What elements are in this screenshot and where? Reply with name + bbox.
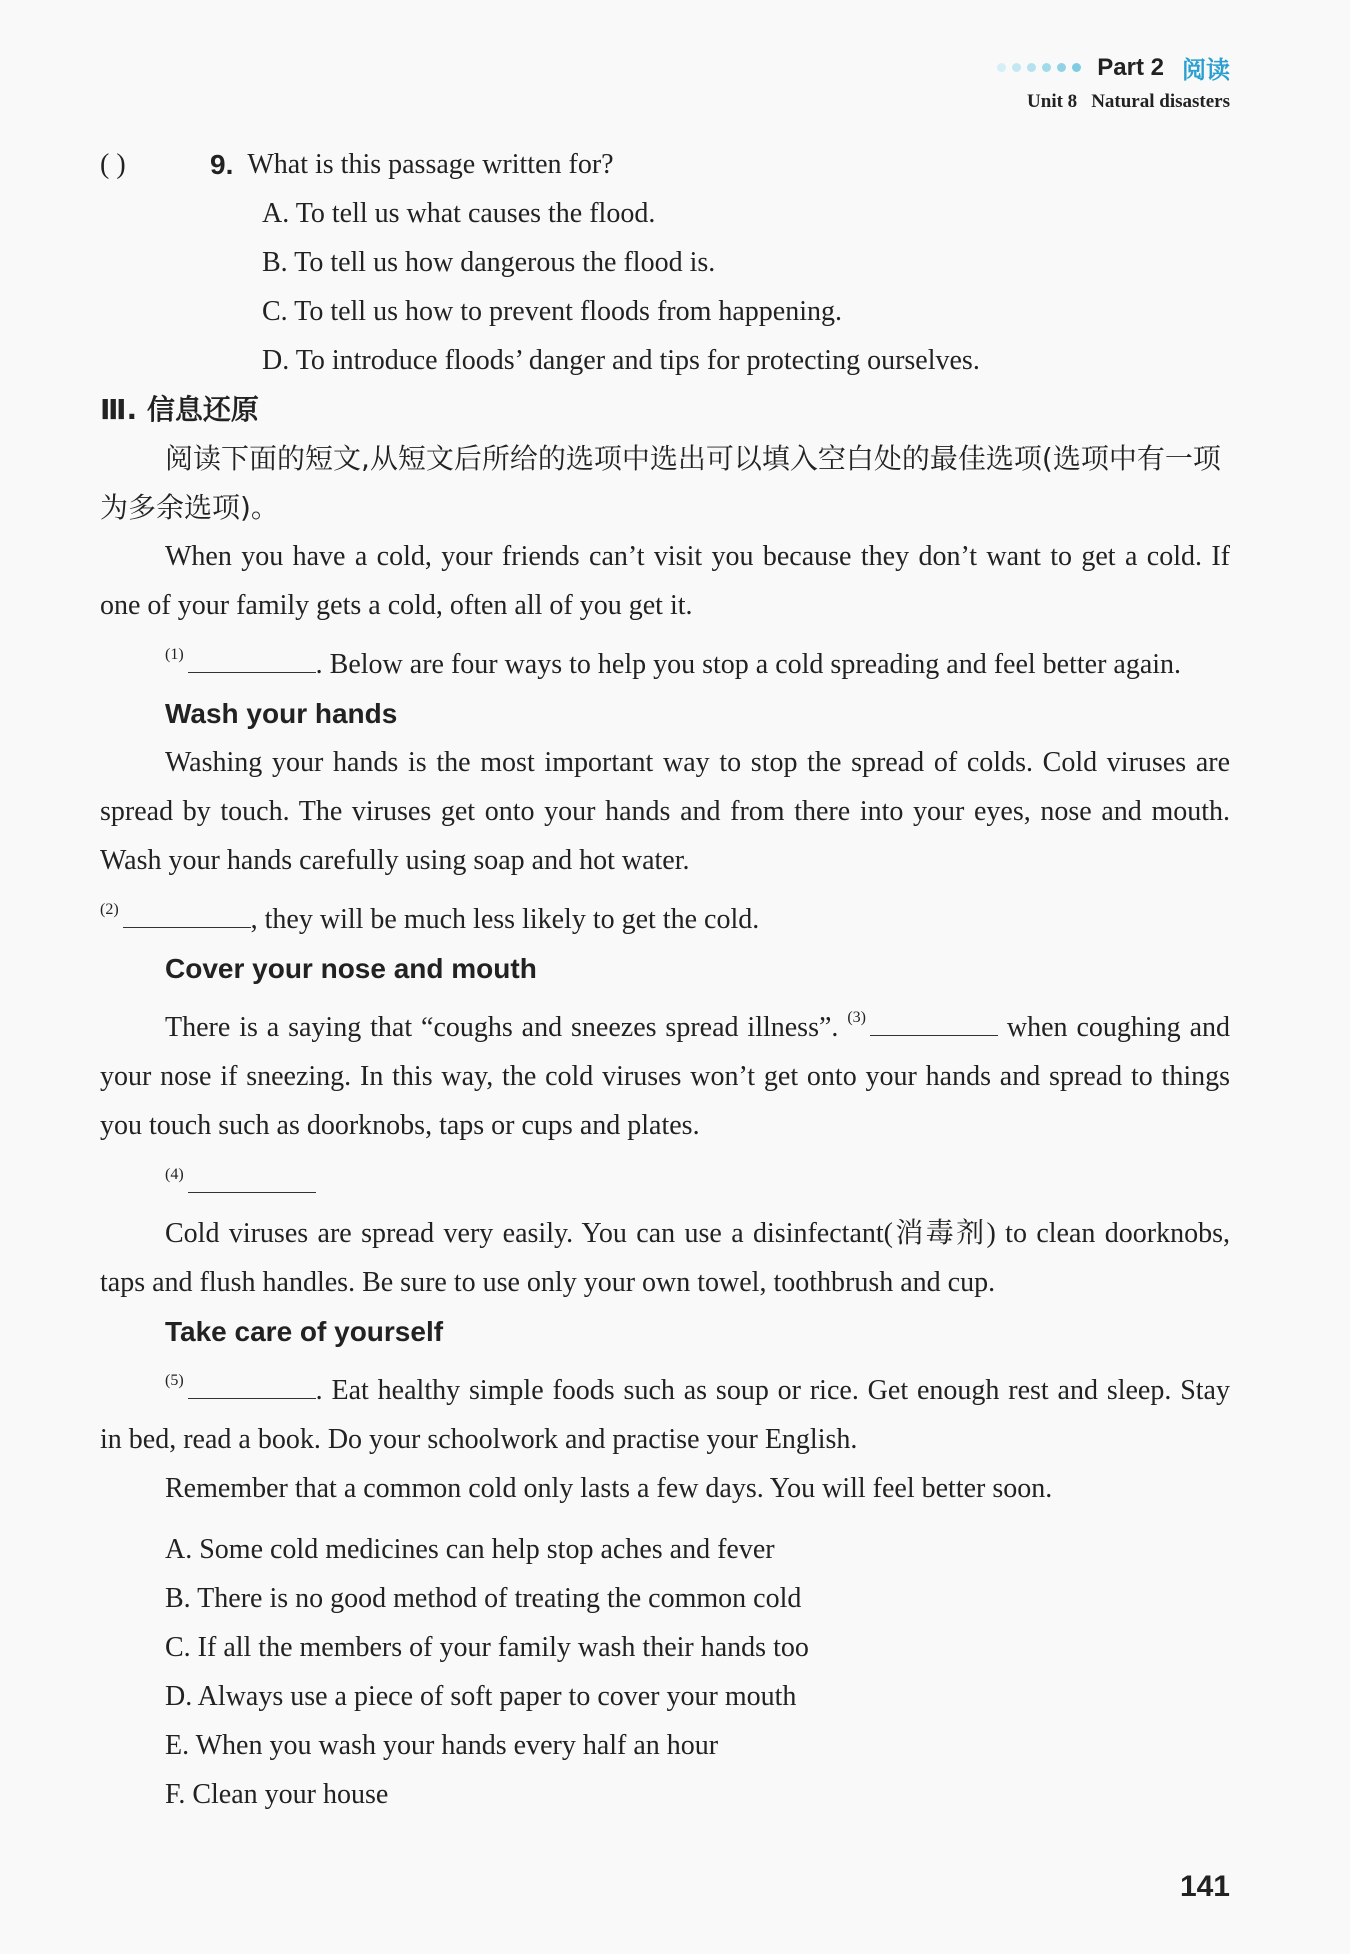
blank-2[interactable] [123, 903, 251, 928]
question-number: 9. [210, 149, 234, 180]
choice-a: A. Some cold medicines can help stop aches and fever [165, 1534, 775, 1565]
passage-paragraph-7: $^{(5)}$ . Eat healthy simple foods such as soup or rice. Get enough rest and sleep. Stay in bed, read a book. Do your schoolwork and practise your English. [100, 1372, 1230, 1455]
blank-number: (3) [847, 1009, 866, 1026]
choice-list [100, 1525, 1230, 1819]
page-header [997, 50, 1230, 113]
option-d: D. To introduce floods’ danger and tips for protecting ourselves. [262, 345, 980, 376]
choice-c: C. If all the members of your family wash their hands too [165, 1632, 809, 1663]
passage-paragraph-4: $^{(2)}$ , they will be much less likely to get the cold. [100, 901, 760, 935]
section-title: Ⅲ. 信息还原 [100, 393, 259, 426]
blank-5[interactable] [188, 1374, 316, 1399]
decorative-dots [997, 63, 1081, 72]
passage-paragraph-6: Cold viruses are spread very easily. You can use a disinfectant(消毒剂) to clean doorknobs, taps and flush handles. Be sure to use only your own towel, toothbrush and cup. [100, 1218, 1230, 1298]
option-c: C. To tell us how to prevent floods from happening. [262, 296, 843, 327]
passage-paragraph-8: Remember that a common cold only lasts a few days. You will feel better soon. [165, 1473, 1053, 1504]
subheading-wash-hands: Wash your hands [165, 698, 398, 729]
blank-number: (1) [165, 646, 184, 663]
question-text: What is this passage written for? [247, 149, 614, 180]
answer-bracket[interactable]: ( ) [100, 149, 126, 180]
section-instruction: 阅读下面的短文,从短文后所给的选项中选出可以填入空白处的最佳选项(选项中有一项为多余选项)。 [100, 442, 1221, 524]
choice-d: D. Always use a piece of soft paper to cover your mouth [165, 1681, 797, 1712]
part-chinese-label: 阅读 [1182, 56, 1230, 84]
choice-e: E. When you wash your hands every half an hour [165, 1730, 719, 1761]
option-b: B. To tell us how dangerous the flood is. [262, 247, 716, 278]
blank-number: (4) [165, 1166, 184, 1183]
page-number: 141 [1179, 1870, 1230, 1903]
passage-paragraph-5: There is a saying that “coughs and sneezes spread illness”. $^{(3)}$ when coughing and your nose if sneezing. In this way, the cold viruses won’t get onto your hands and spread to things you touch such as doorknobs, taps or cups and plates. [100, 1009, 1230, 1141]
blank-number: (2) [100, 901, 119, 918]
unit-title: Natural disasters [1091, 91, 1230, 112]
passage-paragraph-2: $^{(1)}$ . Below are four ways to help you stop a cold spreading and feel better again. [165, 646, 1182, 680]
choice-f: F. Clean your house [165, 1779, 389, 1810]
unit-label: Unit 8 Natural disasters [1027, 91, 1230, 112]
blank-4[interactable] [188, 1168, 316, 1193]
subheading-cover-nose: Cover your nose and mouth [165, 953, 537, 984]
choice-b: B. There is no good method of treating the common cold [165, 1583, 802, 1614]
page-content [100, 140, 1230, 1819]
part-label: Part 2 [1097, 53, 1164, 81]
subheading-take-care: Take care of yourself [165, 1316, 444, 1347]
passage-blank-line-4 [100, 1150, 1230, 1209]
passage-paragraph-1: When you have a cold, your friends can’t visit you because they don’t want to get a cold. If one of your family gets a cold, often all of you get it. [100, 541, 1230, 621]
blank-1[interactable] [188, 648, 316, 673]
blank-3[interactable] [870, 1011, 998, 1036]
option-a: A. To tell us what causes the flood. [262, 198, 656, 229]
question-9 [100, 140, 1230, 189]
blank-number: (5) [165, 1372, 184, 1389]
passage-paragraph-3: Washing your hands is the most important way to stop the spread of colds. Cold viruses are spread by touch. The viruses get onto your hands and from there into your eyes, nose and mouth. Wash your hands carefully using soap and hot water. [100, 747, 1230, 876]
